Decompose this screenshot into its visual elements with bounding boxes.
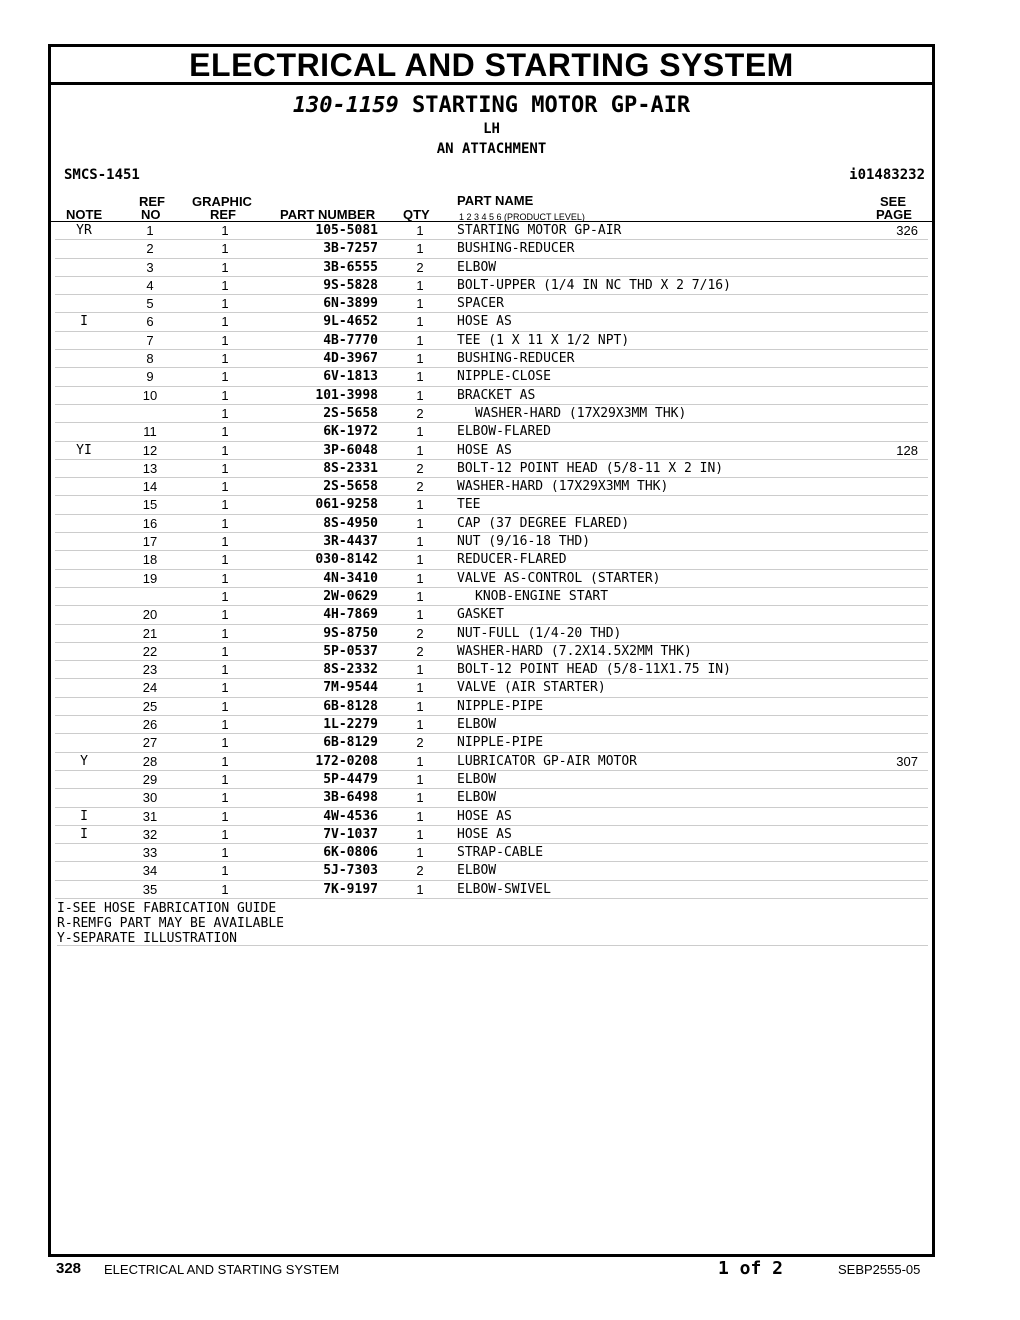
cell-part-number: 7K-9197 (323, 881, 378, 897)
table-row (55, 661, 928, 679)
table-row (55, 771, 928, 789)
cell-part-number: 3B-7257 (323, 241, 378, 257)
header-note: NOTE (66, 207, 103, 222)
header-ref-top: REF (139, 194, 165, 209)
cell-qty: 1 (416, 845, 424, 861)
cell-qty: 1 (416, 588, 424, 604)
cell-part-name: BRACKET AS (457, 387, 536, 403)
table-row (55, 405, 928, 423)
cell-part-name: ELBOW (457, 790, 497, 806)
cell-graphic-ref: 1 (221, 771, 229, 787)
table-row (55, 844, 928, 862)
header-see-bottom: PAGE (876, 207, 912, 222)
table-row (55, 478, 928, 496)
cell-graphic-ref: 1 (221, 515, 229, 531)
group-line-1: LH (483, 121, 500, 137)
note-line: Y-SEPARATE ILLUSTRATION (57, 931, 238, 946)
group-number: 130-1159 (292, 93, 399, 118)
table-row (55, 826, 928, 844)
cell-qty: 1 (416, 771, 424, 787)
cell-qty: 1 (416, 387, 424, 403)
cell-qty: 1 (416, 442, 424, 458)
cell-part-number: 2S-5658 (323, 479, 378, 495)
header-qty: QTY (403, 207, 430, 222)
table-row (55, 277, 928, 295)
cell-qty: 1 (416, 881, 424, 897)
cell-part-name: ELBOW-SWIVEL (457, 881, 551, 897)
cell-qty: 2 (416, 863, 424, 879)
cell-part-name: HOSE AS (457, 808, 512, 824)
cell-part-number: 105-5081 (315, 223, 378, 238)
note-line: R-REMFG PART MAY BE AVAILABLE (57, 916, 284, 931)
table-row (55, 643, 928, 661)
table-row (55, 222, 928, 240)
cell-qty: 1 (416, 552, 424, 568)
cell-ref-no: 29 (142, 771, 158, 787)
cell-qty: 2 (416, 643, 424, 659)
cell-ref-no: 2 (146, 241, 154, 257)
table-row (55, 625, 928, 643)
cell-graphic-ref: 1 (221, 826, 229, 842)
cell-qty: 1 (416, 497, 424, 513)
cell-qty: 1 (416, 351, 424, 367)
cell-part-number: 6K-0806 (323, 845, 378, 861)
cell-part-number: 8S-2332 (323, 662, 378, 678)
cell-ref-no: 16 (142, 515, 158, 531)
cell-ref-no: 31 (142, 808, 158, 824)
cell-part-name: ELBOW (457, 771, 497, 787)
cell-ref-no: 6 (146, 314, 154, 330)
group-heading (51, 92, 932, 120)
table-row (55, 387, 928, 405)
footer-doc-id: SEBP2555-05 (838, 1262, 921, 1277)
cell-qty: 2 (416, 405, 424, 421)
cell-part-number: 9L-4652 (323, 314, 378, 330)
cell-part-name: NIPPLE-CLOSE (457, 369, 551, 385)
cell-graphic-ref: 1 (221, 588, 229, 604)
cell-qty: 1 (416, 332, 424, 348)
cell-part-name: BOLT-12 POINT HEAD (5/8-11X1.75 IN) (457, 662, 731, 678)
cell-part-number: 6N-3899 (323, 296, 378, 312)
cell-part-name: WASHER-HARD (17X29X3MM THK) (457, 479, 669, 495)
cell-part-number: 7M-9544 (323, 680, 378, 696)
table-row (55, 570, 928, 588)
cell-qty: 1 (416, 698, 424, 714)
cell-ref-no: 9 (146, 369, 154, 385)
cell-qty: 2 (416, 625, 424, 641)
cell-ref-no: 10 (142, 387, 158, 403)
table-row (55, 350, 928, 368)
cell-graphic-ref: 1 (221, 680, 229, 696)
table-row (55, 332, 928, 350)
cell-part-number: 6B-8129 (323, 735, 378, 751)
table-row (55, 551, 928, 569)
cell-note: I (80, 314, 88, 330)
table-row (55, 716, 928, 734)
cell-ref-no: 12 (142, 442, 158, 458)
cell-qty: 1 (416, 314, 424, 330)
cell-ref-no: 11 (143, 424, 157, 440)
note-line: I-SEE HOSE FABRICATION GUIDE (57, 901, 277, 916)
table-row (55, 753, 928, 771)
cell-graphic-ref: 1 (221, 259, 229, 275)
cell-graphic-ref: 1 (221, 625, 229, 641)
cell-part-name: CAP (37 DEGREE FLARED) (457, 515, 630, 531)
page-footer (0, 1258, 1020, 1282)
cell-ref-no: 35 (142, 881, 158, 897)
table-row (55, 515, 928, 533)
cell-ref-no: 23 (142, 662, 158, 678)
cell-ref-no: 15 (142, 497, 158, 513)
cell-part-name: VALVE AS-CONTROL (STARTER) (457, 570, 661, 586)
cell-part-name: NUT (9/16-18 THD) (457, 534, 591, 550)
cell-ref-no: 7 (146, 332, 154, 348)
cell-qty: 1 (416, 515, 424, 531)
cell-part-name: WASHER-HARD (7.2X14.5X2MM THK) (457, 643, 692, 659)
cell-graphic-ref: 1 (221, 881, 229, 897)
header-graphic-bottom: REF (210, 207, 236, 222)
cell-part-number: 6V-1813 (323, 369, 378, 385)
cell-ref-no: 24 (142, 680, 158, 696)
cell-qty: 1 (416, 296, 424, 312)
cell-part-name: BUSHING-REDUCER (457, 351, 575, 367)
cell-part-name: SPACER (457, 296, 504, 312)
cell-part-number: 4H-7869 (323, 607, 378, 623)
table-row (55, 606, 928, 624)
cell-part-name: TEE (1 X 11 X 1/2 NPT) (457, 332, 630, 348)
cell-part-number: 3B-6498 (323, 790, 378, 806)
cell-qty: 1 (416, 717, 424, 733)
cell-part-number: 030-8142 (315, 552, 378, 568)
cell-graphic-ref: 1 (221, 314, 229, 330)
cell-graphic-ref: 1 (221, 534, 229, 550)
cell-note: I (80, 826, 88, 842)
cell-graphic-ref: 1 (221, 442, 229, 458)
cell-part-name: ELBOW-FLARED (457, 424, 551, 440)
header-see-top: SEE (880, 194, 907, 209)
cell-ref-no: 19 (142, 570, 158, 586)
cell-qty: 1 (416, 680, 424, 696)
cell-part-number: 1L-2279 (323, 717, 378, 733)
cell-part-number: 2S-5658 (323, 405, 378, 421)
table-row (55, 533, 928, 551)
cell-ref-no: 32 (142, 826, 158, 842)
cell-part-name: VALVE (AIR STARTER) (457, 680, 606, 696)
cell-note: YR (76, 223, 92, 238)
cell-part-number: 2W-0629 (323, 588, 378, 604)
cell-graphic-ref: 1 (221, 277, 229, 293)
header-graphic-top: GRAPHIC (192, 194, 252, 209)
cell-note: YI (76, 442, 92, 458)
cell-ref-no: 1 (146, 223, 154, 238)
table-row (55, 295, 928, 313)
cell-graphic-ref: 1 (221, 387, 229, 403)
cell-part-name: KNOB-ENGINE START (475, 588, 609, 604)
cell-part-number: 5J-7303 (323, 863, 378, 879)
page-title: ELECTRICAL AND STARTING SYSTEM (51, 47, 932, 85)
cell-part-name: LUBRICATOR GP-AIR MOTOR (457, 753, 638, 769)
cell-ref-no: 14 (142, 479, 158, 495)
cell-part-name: STRAP-CABLE (457, 845, 544, 861)
cell-see-page: 326 (896, 223, 918, 238)
cell-graphic-ref: 1 (221, 332, 229, 348)
cell-part-number: 061-9258 (315, 497, 378, 513)
cell-graphic-ref: 1 (221, 424, 229, 440)
footer-section: ELECTRICAL AND STARTING SYSTEM (104, 1262, 340, 1277)
cell-ref-no: 3 (146, 259, 154, 275)
cell-part-number: 9S-8750 (323, 625, 378, 641)
cell-ref-no: 21 (142, 625, 158, 641)
cell-part-number: 5P-0537 (323, 643, 378, 659)
cell-graphic-ref: 1 (221, 479, 229, 495)
table-row (55, 442, 928, 460)
cell-qty: 1 (416, 753, 424, 769)
cell-note: I (80, 808, 88, 824)
notes-legend (57, 901, 928, 946)
illustration-id: i01483232 (849, 167, 925, 183)
table-row (55, 496, 928, 514)
cell-part-name: BOLT-UPPER (1/4 IN NC THD X 2 7/16) (457, 277, 731, 293)
parts-list (51, 222, 932, 899)
cell-part-name: BOLT-12 POINT HEAD (5/8-11 X 2 IN) (457, 460, 724, 476)
cell-graphic-ref: 1 (221, 223, 229, 238)
cell-part-number: 4W-4536 (323, 808, 378, 824)
cell-part-number: 172-0208 (315, 753, 378, 769)
cell-part-number: 101-3998 (315, 387, 378, 403)
cell-part-name: NIPPLE-PIPE (457, 698, 544, 714)
table-row (55, 881, 928, 899)
cell-qty: 1 (416, 808, 424, 824)
cell-qty: 2 (416, 460, 424, 476)
cell-ref-no: 33 (142, 845, 158, 861)
cell-qty: 1 (416, 534, 424, 550)
table-row (55, 734, 928, 752)
cell-part-name: TEE (457, 497, 481, 513)
cell-ref-no: 4 (146, 277, 154, 293)
cell-part-number: 7V-1037 (323, 826, 378, 842)
cell-ref-no: 28 (142, 753, 158, 769)
cell-part-name: NIPPLE-PIPE (457, 735, 544, 751)
table-row (55, 808, 928, 826)
cell-ref-no: 5 (146, 296, 154, 312)
cell-part-name: ELBOW (457, 863, 497, 879)
smcs-code: SMCS-1451 (64, 167, 140, 183)
cell-see-page: 307 (896, 753, 918, 769)
table-row (55, 423, 928, 441)
cell-part-name: ELBOW (457, 259, 497, 275)
group-line-2: AN ATTACHMENT (436, 141, 547, 157)
cell-graphic-ref: 1 (221, 643, 229, 659)
cell-graphic-ref: 1 (221, 607, 229, 623)
cell-graphic-ref: 1 (221, 552, 229, 568)
footer-page-number: 328 (56, 1260, 82, 1277)
cell-graphic-ref: 1 (221, 460, 229, 476)
cell-ref-no: 30 (142, 790, 158, 806)
cell-ref-no: 18 (142, 552, 158, 568)
cell-qty: 1 (416, 424, 424, 440)
cell-part-number: 3B-6555 (323, 259, 378, 275)
table-row (55, 588, 928, 606)
table-row (55, 240, 928, 258)
cell-ref-no: 20 (142, 607, 158, 623)
cell-qty: 1 (416, 826, 424, 842)
cell-part-name: HOSE AS (457, 314, 512, 330)
cell-ref-no: 17 (142, 534, 158, 550)
cell-graphic-ref: 1 (221, 497, 229, 513)
table-row (55, 259, 928, 277)
cell-part-number: 9S-5828 (323, 277, 378, 293)
cell-part-name: ELBOW (457, 717, 497, 733)
table-header (51, 195, 932, 222)
parts-page-frame (48, 44, 935, 1257)
cell-graphic-ref: 1 (221, 717, 229, 733)
cell-ref-no: 26 (142, 717, 158, 733)
table-row (55, 789, 928, 807)
cell-part-number: 6B-8128 (323, 698, 378, 714)
cell-see-page: 128 (896, 442, 918, 458)
cell-qty: 2 (416, 735, 424, 751)
cell-part-name: NUT-FULL (1/4-20 THD) (457, 625, 622, 641)
table-row (55, 698, 928, 716)
group-name: STARTING MOTOR GP-AIR (412, 93, 691, 118)
table-row (55, 862, 928, 880)
cell-ref-no: 34 (142, 863, 158, 879)
cell-qty: 1 (416, 277, 424, 293)
cell-graphic-ref: 1 (221, 808, 229, 824)
cell-graphic-ref: 1 (221, 241, 229, 257)
cell-graphic-ref: 1 (221, 845, 229, 861)
cell-qty: 2 (416, 479, 424, 495)
cell-part-number: 4D-3967 (323, 351, 378, 367)
cell-part-number: 4B-7770 (323, 332, 378, 348)
cell-ref-no: 8 (146, 351, 154, 367)
header-part-name: PART NAME (457, 193, 534, 208)
cell-graphic-ref: 1 (221, 790, 229, 806)
cell-graphic-ref: 1 (221, 570, 229, 586)
cell-qty: 1 (416, 570, 424, 586)
cell-qty: 1 (416, 607, 424, 623)
table-row (55, 368, 928, 386)
cell-ref-no: 27 (142, 735, 158, 751)
cell-graphic-ref: 1 (221, 369, 229, 385)
cell-part-name: WASHER-HARD (17X29X3MM THK) (475, 405, 687, 421)
cell-part-name: HOSE AS (457, 826, 512, 842)
table-row (55, 460, 928, 478)
cell-graphic-ref: 1 (221, 698, 229, 714)
cell-part-number: 5P-4479 (323, 771, 378, 787)
cell-part-number: 3P-6048 (323, 442, 378, 458)
cell-part-number: 8S-4950 (323, 515, 378, 531)
cell-part-number: 6K-1972 (323, 424, 378, 440)
cell-part-number: 3R-4437 (323, 534, 378, 550)
cell-qty: 1 (416, 241, 424, 257)
cell-graphic-ref: 1 (221, 296, 229, 312)
header-product-levels: 1 2 3 4 5 6 (PRODUCT LEVEL) (459, 212, 585, 222)
cell-qty: 1 (416, 662, 424, 678)
cell-ref-no: 25 (142, 698, 158, 714)
cell-ref-no: 13 (142, 460, 158, 476)
cell-part-name: HOSE AS (457, 442, 512, 458)
table-row (55, 679, 928, 697)
cell-part-name: BUSHING-REDUCER (457, 241, 575, 257)
cell-qty: 1 (416, 790, 424, 806)
cell-graphic-ref: 1 (221, 863, 229, 879)
cell-part-number: 8S-2331 (323, 460, 378, 476)
cell-part-name: REDUCER-FLARED (457, 552, 567, 568)
cell-graphic-ref: 1 (221, 351, 229, 367)
cell-note: Y (80, 753, 88, 769)
footer-sheet: 1 of 2 (718, 1258, 784, 1279)
cell-graphic-ref: 1 (221, 405, 229, 421)
cell-qty: 1 (416, 223, 424, 238)
cell-qty: 2 (416, 259, 424, 275)
cell-graphic-ref: 1 (221, 753, 229, 769)
cell-qty: 1 (416, 369, 424, 385)
cell-graphic-ref: 1 (221, 735, 229, 751)
header-part-number: PART NUMBER (280, 207, 376, 222)
cell-graphic-ref: 1 (221, 662, 229, 678)
cell-ref-no: 22 (142, 643, 158, 659)
header-ref-bottom: NO (141, 207, 161, 222)
cell-part-name: GASKET (457, 607, 504, 623)
cell-part-number: 4N-3410 (323, 570, 378, 586)
table-row (55, 313, 928, 331)
cell-part-name: STARTING MOTOR GP-AIR (457, 223, 622, 238)
